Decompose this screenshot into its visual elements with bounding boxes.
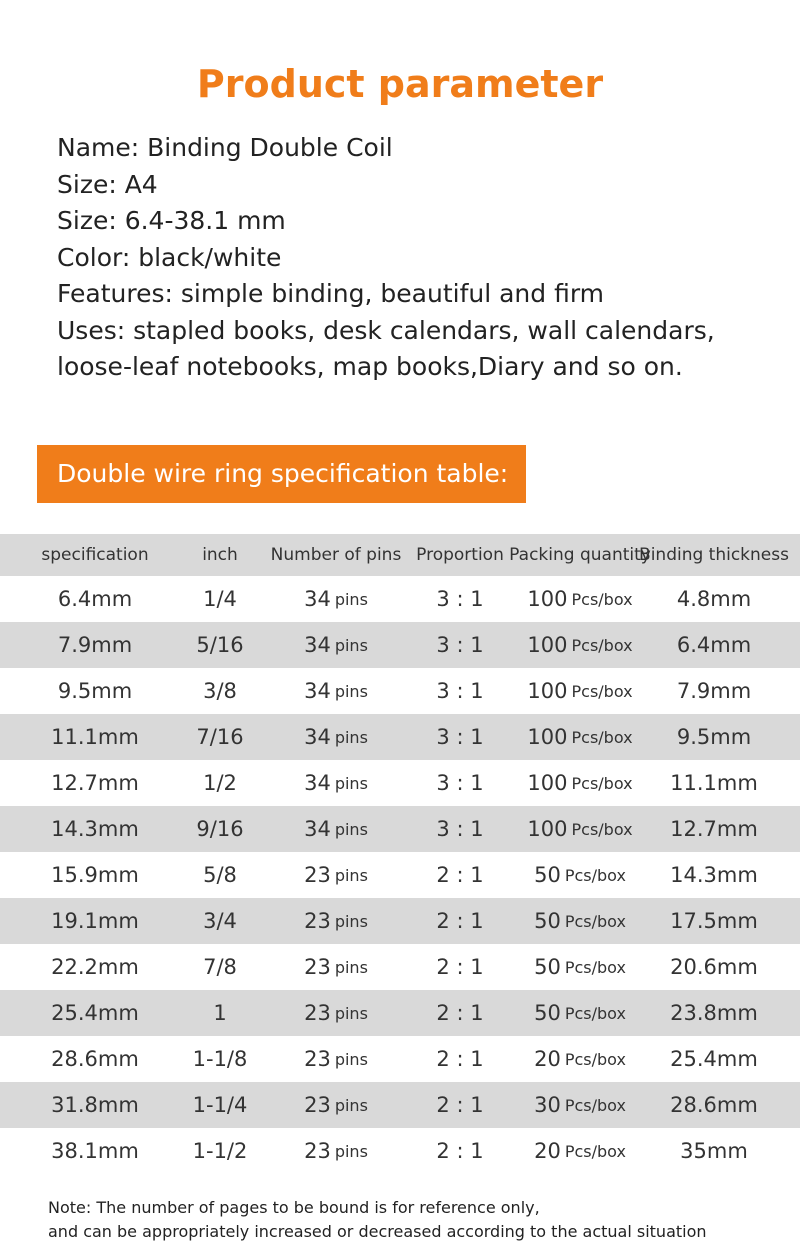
cell-binding-thickness-value: 20.6mm: [670, 955, 758, 979]
cell-proportion-value: 3 : 1: [436, 725, 484, 749]
cell-packing-quantity: [512, 990, 648, 1036]
cell-binding-thickness: [652, 898, 776, 944]
cell-binding-thickness-value: 12.7mm: [670, 817, 758, 841]
cell-binding-thickness: [652, 576, 776, 622]
cell-specification: [0, 944, 190, 990]
cell-packing-quantity-unit: Pcs/box: [571, 681, 633, 701]
cell-packing-quantity: [512, 806, 648, 852]
cell-pins: [268, 760, 404, 806]
cell-packing-quantity-value: 100: [527, 587, 568, 611]
cell-specification: [0, 622, 190, 668]
table-row: [0, 1082, 800, 1128]
cell-inch: [180, 760, 260, 806]
cell-specification: [0, 990, 190, 1036]
table-row: [0, 622, 800, 668]
cell-proportion-value: 3 : 1: [436, 771, 484, 795]
cell-specification-value: 19.1mm: [51, 909, 139, 933]
cell-specification: [0, 1082, 190, 1128]
cell-pins-value: 23: [304, 909, 331, 933]
cell-pins-unit: pins: [334, 681, 368, 701]
cell-specification: [0, 806, 190, 852]
cell-proportion: [412, 990, 508, 1036]
cell-specification: [0, 760, 190, 806]
cell-inch: [180, 806, 260, 852]
cell-packing-quantity: [512, 622, 648, 668]
cell-pins: [268, 806, 404, 852]
cell-binding-thickness-value: 35mm: [680, 1139, 748, 1163]
cell-pins: [268, 898, 404, 944]
cell-pins-unit: pins: [334, 911, 368, 931]
cell-inch-value: 1/4: [203, 587, 237, 611]
cell-pins: [268, 852, 404, 898]
header-binding-thickness: Binding thickness: [639, 545, 789, 565]
table-header-row: [0, 534, 800, 576]
cell-inch-value: 1: [213, 1001, 227, 1025]
cell-pins: [268, 714, 404, 760]
table-row: [0, 806, 800, 852]
cell-binding-thickness-value: 14.3mm: [670, 863, 758, 887]
cell-pins-unit: pins: [334, 773, 368, 793]
cell-inch: [180, 714, 260, 760]
cell-pins-unit: pins: [334, 1141, 368, 1161]
param-uses-continued: loose-leaf notebooks, map books,Diary and so on.: [57, 352, 683, 381]
cell-binding-thickness-value: 6.4mm: [676, 633, 752, 657]
cell-inch: [180, 576, 260, 622]
cell-pins-unit: pins: [334, 819, 368, 839]
cell-proportion: [412, 898, 508, 944]
cell-pins-value: 23: [304, 1139, 331, 1163]
cell-proportion: [412, 714, 508, 760]
cell-specification: [0, 668, 190, 714]
cell-proportion-value: 3 : 1: [436, 633, 484, 657]
cell-proportion: [412, 576, 508, 622]
cell-binding-thickness: [652, 852, 776, 898]
cell-proportion-value: 2 : 1: [436, 1093, 484, 1117]
cell-packing-quantity: [512, 576, 648, 622]
cell-packing-quantity-unit: Pcs/box: [571, 635, 633, 655]
table-row: [0, 714, 800, 760]
table-row: [0, 760, 800, 806]
cell-proportion-value: 2 : 1: [436, 863, 484, 887]
cell-pins-value: 34: [304, 633, 331, 657]
cell-proportion-value: 3 : 1: [436, 587, 484, 611]
cell-binding-thickness: [652, 990, 776, 1036]
cell-pins: [268, 944, 404, 990]
cell-specification-value: 11.1mm: [51, 725, 139, 749]
cell-pins: [268, 576, 404, 622]
cell-packing-quantity-value: 20: [534, 1047, 561, 1071]
cell-inch: [180, 944, 260, 990]
table-row: [0, 576, 800, 622]
cell-packing-quantity-unit: Pcs/box: [564, 957, 626, 977]
cell-specification: [0, 576, 190, 622]
cell-specification-value: 22.2mm: [51, 955, 139, 979]
cell-proportion-value: 2 : 1: [436, 1047, 484, 1071]
cell-inch-value: 1-1/8: [192, 1047, 248, 1071]
cell-inch: [180, 622, 260, 668]
cell-packing-quantity: [512, 760, 648, 806]
cell-pins-unit: pins: [334, 865, 368, 885]
table-row: [0, 668, 800, 714]
cell-binding-thickness: [652, 944, 776, 990]
cell-binding-thickness-value: 11.1mm: [670, 771, 758, 795]
footnote-line-1: Note: The number of pages to be bound is for reference only,: [48, 1198, 540, 1217]
cell-proportion: [412, 806, 508, 852]
footnote-line-2: and can be appropriately increased or decreased according to the actual situation: [48, 1222, 707, 1241]
cell-inch-value: 5/16: [196, 633, 244, 657]
cell-pins-unit: pins: [334, 1095, 368, 1115]
cell-proportion-value: 3 : 1: [436, 817, 484, 841]
cell-inch-value: 1/2: [203, 771, 237, 795]
cell-binding-thickness-value: 28.6mm: [670, 1093, 758, 1117]
cell-binding-thickness: [652, 1036, 776, 1082]
cell-packing-quantity-value: 50: [534, 1001, 561, 1025]
cell-inch-value: 9/16: [196, 817, 244, 841]
cell-specification-value: 14.3mm: [51, 817, 139, 841]
cell-packing-quantity: [512, 668, 648, 714]
cell-packing-quantity-unit: Pcs/box: [571, 727, 633, 747]
cell-proportion: [412, 1082, 508, 1128]
cell-specification-value: 31.8mm: [51, 1093, 139, 1117]
cell-specification-value: 12.7mm: [51, 771, 139, 795]
cell-pins-unit: pins: [334, 1049, 368, 1069]
cell-proportion-value: 2 : 1: [436, 1139, 484, 1163]
param-color: Color: black/white: [57, 242, 282, 272]
cell-specification: [0, 852, 190, 898]
cell-binding-thickness: [652, 714, 776, 760]
cell-packing-quantity-value: 50: [534, 955, 561, 979]
cell-inch-value: 7/8: [203, 955, 237, 979]
cell-binding-thickness: [652, 806, 776, 852]
cell-proportion-value: 2 : 1: [436, 1001, 484, 1025]
cell-binding-thickness-value: 7.9mm: [676, 679, 752, 703]
cell-pins-unit: pins: [334, 635, 368, 655]
cell-specification-value: 7.9mm: [57, 633, 133, 657]
cell-proportion-value: 3 : 1: [436, 679, 484, 703]
cell-pins-value: 23: [304, 1093, 331, 1117]
cell-packing-quantity-unit: Pcs/box: [564, 1141, 626, 1161]
cell-inch-value: 3/4: [203, 909, 237, 933]
cell-binding-thickness-value: 25.4mm: [670, 1047, 758, 1071]
cell-pins-value: 23: [304, 1001, 331, 1025]
footnote: [48, 1196, 788, 1244]
cell-proportion: [412, 760, 508, 806]
page-title: Product parameter: [196, 62, 604, 106]
cell-packing-quantity: [512, 898, 648, 944]
cell-pins: [268, 990, 404, 1036]
table-row: [0, 1128, 800, 1174]
cell-pins-value: 34: [304, 771, 331, 795]
cell-binding-thickness: [652, 622, 776, 668]
cell-binding-thickness: [652, 1128, 776, 1174]
cell-pins-unit: pins: [334, 727, 368, 747]
table-row: [0, 944, 800, 990]
cell-inch: [180, 668, 260, 714]
param-uses: Uses: stapled books, desk calendars, wall calendars,: [57, 315, 715, 345]
cell-packing-quantity-unit: Pcs/box: [564, 1049, 626, 1069]
cell-pins-value: 34: [304, 817, 331, 841]
cell-packing-quantity-unit: Pcs/box: [564, 911, 626, 931]
cell-inch: [180, 1082, 260, 1128]
header-number-of-pins: Number of pins: [270, 545, 402, 565]
cell-binding-thickness-value: 23.8mm: [670, 1001, 758, 1025]
cell-binding-thickness-value: 9.5mm: [676, 725, 752, 749]
cell-pins-value: 23: [304, 955, 331, 979]
cell-proportion: [412, 1128, 508, 1174]
cell-proportion: [412, 668, 508, 714]
cell-packing-quantity-value: 100: [527, 771, 568, 795]
cell-packing-quantity: [512, 944, 648, 990]
cell-binding-thickness-value: 4.8mm: [676, 587, 752, 611]
cell-inch: [180, 990, 260, 1036]
cell-packing-quantity-value: 50: [534, 909, 561, 933]
product-parameter-list: [57, 130, 777, 386]
cell-proportion-value: 2 : 1: [436, 955, 484, 979]
header-proportion: Proportion: [416, 545, 504, 565]
table-row: [0, 1036, 800, 1082]
cell-specification: [0, 1036, 190, 1082]
cell-pins-value: 23: [304, 1047, 331, 1071]
cell-specification: [0, 898, 190, 944]
cell-packing-quantity: [512, 852, 648, 898]
spec-table: [0, 534, 800, 1174]
cell-packing-quantity-value: 100: [527, 725, 568, 749]
cell-specification-value: 38.1mm: [51, 1139, 139, 1163]
cell-specification-value: 9.5mm: [57, 679, 133, 703]
cell-packing-quantity-unit: Pcs/box: [571, 819, 633, 839]
cell-pins-unit: pins: [334, 957, 368, 977]
cell-inch: [180, 1036, 260, 1082]
cell-pins: [268, 622, 404, 668]
cell-specification: [0, 714, 190, 760]
cell-packing-quantity-value: 100: [527, 679, 568, 703]
cell-specification-value: 28.6mm: [51, 1047, 139, 1071]
cell-inch: [180, 852, 260, 898]
cell-packing-quantity-unit: Pcs/box: [571, 589, 633, 609]
cell-specification-value: 25.4mm: [51, 1001, 139, 1025]
cell-proportion: [412, 622, 508, 668]
param-features: Features: simple binding, beautiful and firm: [57, 279, 605, 308]
cell-specification-value: 15.9mm: [51, 863, 139, 887]
cell-proportion-value: 2 : 1: [436, 909, 484, 933]
table-row: [0, 898, 800, 944]
cell-pins-value: 34: [304, 679, 331, 703]
cell-pins: [268, 1036, 404, 1082]
cell-binding-thickness-value: 17.5mm: [670, 909, 758, 933]
cell-packing-quantity-value: 20: [534, 1139, 561, 1163]
cell-specification: [0, 1128, 190, 1174]
cell-pins-unit: pins: [334, 589, 368, 609]
cell-inch: [180, 1128, 260, 1174]
cell-pins: [268, 668, 404, 714]
header-inch: inch: [202, 545, 238, 565]
cell-binding-thickness: [652, 1082, 776, 1128]
cell-pins-value: 34: [304, 587, 331, 611]
cell-inch-value: 3/8: [203, 679, 237, 703]
cell-binding-thickness: [652, 760, 776, 806]
cell-proportion: [412, 1036, 508, 1082]
cell-inch-value: 1-1/4: [192, 1093, 248, 1117]
cell-packing-quantity-unit: Pcs/box: [564, 1095, 626, 1115]
cell-pins: [268, 1082, 404, 1128]
cell-packing-quantity: [512, 1036, 648, 1082]
param-size: Size: A4: [57, 169, 158, 199]
cell-packing-quantity-value: 100: [527, 633, 568, 657]
table-body: [0, 576, 800, 1174]
table-row: [0, 852, 800, 898]
cell-specification-value: 6.4mm: [57, 587, 133, 611]
cell-packing-quantity-unit: Pcs/box: [571, 773, 633, 793]
cell-pins-value: 23: [304, 863, 331, 887]
cell-inch-value: 7/16: [196, 725, 244, 749]
cell-packing-quantity: [512, 1128, 648, 1174]
cell-pins-unit: pins: [334, 1003, 368, 1023]
spec-table-banner: Double wire ring specification table:: [37, 445, 526, 503]
cell-packing-quantity-value: 100: [527, 817, 568, 841]
cell-inch-value: 1-1/2: [192, 1139, 248, 1163]
cell-packing-quantity-value: 50: [534, 863, 561, 887]
header-packing-quantity: Packing quantity: [509, 545, 651, 565]
cell-pins: [268, 1128, 404, 1174]
cell-proportion: [412, 852, 508, 898]
cell-proportion: [412, 944, 508, 990]
cell-inch: [180, 898, 260, 944]
cell-packing-quantity: [512, 714, 648, 760]
cell-inch-value: 5/8: [203, 863, 237, 887]
param-name: Name: Binding Double Coil: [57, 133, 393, 162]
cell-packing-quantity: [512, 1082, 648, 1128]
param-size-range: Size: 6.4-38.1 mm: [57, 206, 286, 235]
cell-binding-thickness: [652, 668, 776, 714]
cell-pins-value: 34: [304, 725, 331, 749]
cell-packing-quantity-value: 30: [534, 1093, 561, 1117]
cell-packing-quantity-unit: Pcs/box: [564, 865, 626, 885]
header-specification: specification: [41, 545, 149, 565]
table-row: [0, 990, 800, 1036]
cell-packing-quantity-unit: Pcs/box: [564, 1003, 626, 1023]
